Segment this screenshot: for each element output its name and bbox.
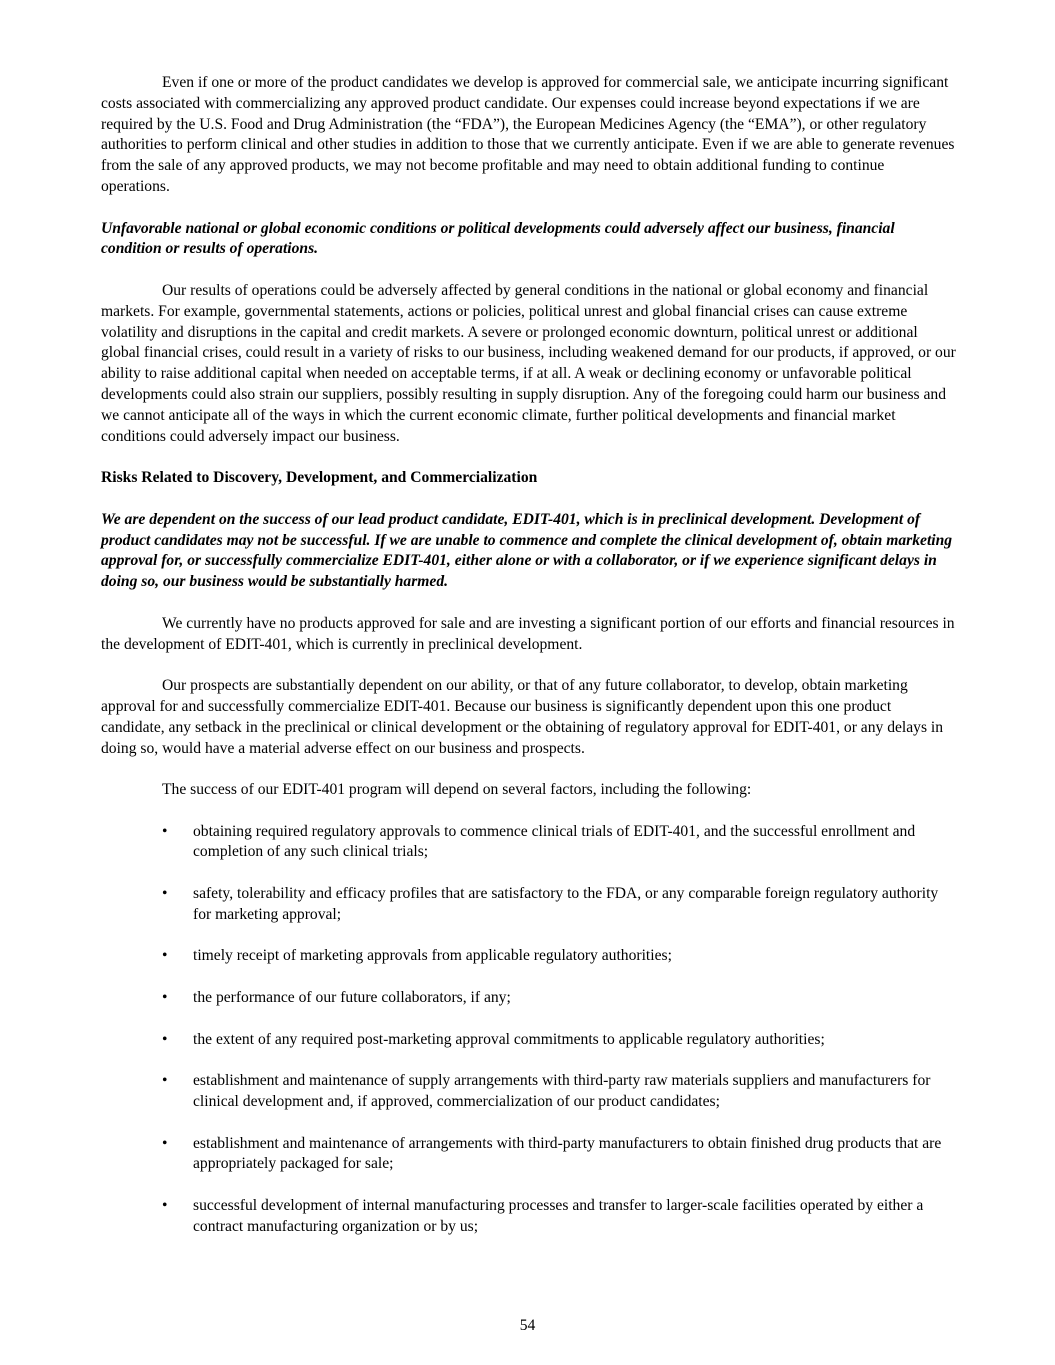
- paragraph-economic-conditions: Our results of operations could be adversely affected by general conditions in the national or global economy and financial markets. For example, governmental statements, actions or policies, political unrest and global financial crises can cause extreme volatility and disruptions in the capital and credit markets. A severe or prolonged economic downturn, political unrest or additional global financial crises, could result in a variety of risks to our business, including weakened demand for our products, if approved, or our ability to raise additional capital when needed on acceptable terms, if at all. A weak or declining economy or unfavorable political developments could also strain our suppliers, possibly resulting in supply disruption. Any of the foregoing could harm our business and we cannot anticipate all of the ways in which the current economic climate, further political developments and financial market conditions could adversely impact our business.: [101, 281, 956, 445]
- bullet-icon: •: [162, 989, 168, 1007]
- list-item-text: establishment and maintenance of supply arrangements with third-party raw materials suppliers and manufacturers for clinical development and, if approved, commercialization of our product candidates;: [193, 1072, 931, 1111]
- list-item: [101, 884, 956, 926]
- list-item-text: the performance of our future collaborators, if any;: [193, 989, 511, 1007]
- list-item: [101, 1196, 956, 1238]
- list-item: [101, 1071, 956, 1113]
- list-item-text: successful development of internal manufacturing processes and transfer to larger-scale facilities operated by either a contract manufacturing organization or by us;: [193, 1197, 924, 1235]
- list-item-text: establishment and maintenance of arrangements with third-party manufacturers to obtain finished drug products that are appropriately packaged for sale;: [193, 1134, 942, 1173]
- list-item-text: safety, tolerability and efficacy profiles that are satisfactory to the FDA, or any comparable foreign regulatory authority for marketing approval;: [193, 885, 939, 923]
- list-item: [101, 1134, 956, 1176]
- list-item-text: timely receipt of marketing approvals from applicable regulatory authorities;: [193, 947, 672, 965]
- bullet-icon: •: [162, 1134, 168, 1152]
- bullet-icon: •: [162, 1030, 168, 1048]
- list-item-text: obtaining required regulatory approvals to commence clinical trials of EDIT-401, and the successful enrollment and completion of any such clinical trials;: [193, 822, 916, 861]
- paragraph-commercialization-costs: Even if one or more of the product candidates we develop is approved for commercial sale, we anticipate incurring significant costs associated with commercializing any approved product candidate. Our expenses could increase beyond expectations if we are required by the U.S. Food and Drug Administration (the “FDA”), the European Medicines Agency (the “EMA”), or other regulatory authorities to perform clinical and other studies in addition to those that we currently anticipate. Even if we are able to generate revenues from the sale of any approved products, we may not become profitable and may need to obtain additional funding to continue operations.: [101, 74, 955, 195]
- list-item: [101, 822, 956, 864]
- bullet-icon: •: [162, 885, 168, 903]
- bullet-icon: •: [162, 822, 168, 840]
- bullet-icon: •: [162, 947, 168, 965]
- document-page: [101, 73, 956, 1258]
- risk-heading-economic-conditions: Unfavorable national or global economic conditions or political developments could adversely affect our business, financial condition or results of operations.: [101, 219, 895, 258]
- paragraph-no-approved-products: We currently have no products approved for sale and are investing a significant portion of our efforts and financial resources in the development of EDIT-401, which is currently in preclinical development.: [101, 614, 955, 653]
- section-heading: Risks Related to Discovery, Development, and Commercialization: [101, 469, 538, 487]
- bullet-icon: •: [162, 1197, 168, 1215]
- list-item-text: the extent of any required post-marketing approval commitments to applicable regulatory authorities;: [193, 1030, 825, 1048]
- paragraph-success-factors-intro: The success of our EDIT-401 program will depend on several factors, including the following:: [162, 781, 752, 799]
- list-item: [101, 1030, 956, 1051]
- risk-heading-edit-401-dependence: We are dependent on the success of our lead product candidate, EDIT-401, which is in preclinical development. Development of product candidates may not be successful. If we are unable to commence and complete the clinical development of, obtain marketing approval for, or successfully commercialize EDIT-401, either alone or with a collaborator, or if we experience significant delays in doing so, our business would be substantially harmed.: [101, 510, 953, 591]
- bullet-icon: •: [162, 1072, 168, 1090]
- page-number: 54: [519, 1317, 536, 1334]
- success-factors-list: [101, 822, 956, 1238]
- list-item: [101, 946, 956, 967]
- paragraph-prospects-dependence: Our prospects are substantially dependent on our ability, or that of any future collaborator, to develop, obtain marketing approval for and successfully commercialize EDIT-401. Because our business is significantly dependent upon this one product candidate, any setback in the preclinical or clinical development or the obtaining of regulatory approval for EDIT-401, or any delays in doing so, would have a material adverse effect on our business and prospects.: [101, 677, 944, 757]
- list-item: [101, 988, 956, 1009]
